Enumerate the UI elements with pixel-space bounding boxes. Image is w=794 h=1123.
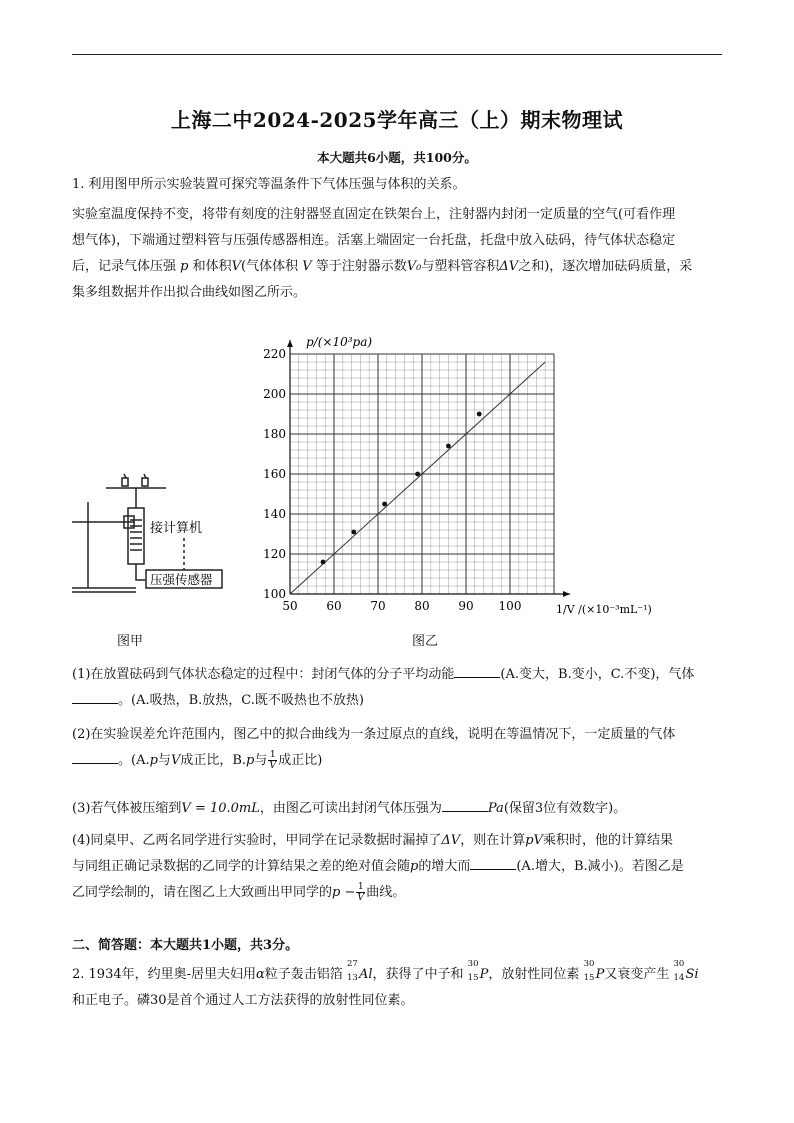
answer-blank-3[interactable] [72, 751, 118, 764]
x-tick-label: 50 [282, 599, 298, 613]
answer-blank-4[interactable] [442, 799, 488, 812]
pv-chart [250, 330, 670, 630]
y-tick-label: 120 [263, 547, 286, 561]
section2-heading: 二、简答题：本大题共1小题，共3分。 [72, 938, 299, 953]
chart-marks [290, 362, 545, 594]
data-point [321, 560, 326, 565]
y-tick-label: 200 [263, 387, 286, 401]
q1-description: 实验室温度保持不变，将带有刻度的注射器竖直固定在铁架台上，注射器内封闭一定质量的空气(可看作理 想气体)，下端通过塑料管与压强传感器相连。活塞上端固定一台托盘，托盘中放入砝码，待气体状态稳定 后，记录气体压强 p 和体积V(气体体积 V 等于注射器示数V₀与塑料管容积ΔV之和)，逐次增加砝码质量，采 集多组数据并作出拟合曲线如图乙所示。 [72, 207, 693, 300]
x-tick-label: 70 [370, 599, 386, 613]
y-tick-label: 220 [263, 347, 286, 361]
answer-blank-2[interactable] [72, 691, 118, 704]
q1-sub2: (2)在实验误差允许范围内，图乙中的拟合曲线为一条过原点的直线，说明在等温情况下，一定质量的气体 。(A.p与V成正比，B.p与 $\frac{1}{V}$ 成正比) [72, 727, 676, 771]
x-axis-arrow [563, 591, 570, 597]
figure-jia-caption: 图甲 [117, 634, 144, 649]
answer-blank-5[interactable] [470, 857, 516, 870]
y-axis-arrow [287, 340, 293, 347]
q1-sub4: (4)同桌甲、乙两名同学进行实验时，甲同学在记录数据时漏掉了ΔV，则在计算pV乘积时，他的计算结果 与同组正确记录数据的乙同学的计算结果之差的绝对值会随p的增大而 (A.增大，B.减小)。若图乙是 乙同学绘制的，请在图乙上大致画出甲同学的p − $\frac{1}{V}$ 曲线。 [72, 833, 684, 903]
q1-sub3: (3)若气体被压缩到V = 10.0mL，由图乙可读出封闭气体压强为 Pa(保留3位有效数字)。 [72, 801, 627, 816]
q1-sub1: (1)在放置砝码到气体状态稳定的过程中：封闭气体的分子平均动能 (A.变大，B.变小，C.不变)，气体 。(A.吸热，B.放热，C.既不吸热也不放热) [72, 667, 695, 708]
computer-label: 接计算机 [150, 521, 203, 536]
fraction-one-over-v-2: $\frac{1}{V}$ [357, 881, 365, 903]
y-tick-label: 140 [263, 507, 286, 521]
fraction-one-over-v: $\frac{1}{V}$ [269, 749, 277, 771]
y-tick-label: 180 [263, 427, 286, 441]
isotope-p: 30 15 P [467, 959, 489, 983]
isotope-p-2: 30 15 P [583, 959, 605, 983]
chart-y-axis-label: p/(×10³pa) [306, 335, 373, 349]
isotope-si: 30 14 Si [673, 959, 699, 983]
chart-x-axis-label: 1/V /(×10⁻³mL⁻¹) [556, 603, 652, 616]
y-tick-label: 100 [263, 587, 286, 601]
x-tick-label: 60 [326, 599, 342, 613]
y-tick-label: 160 [263, 467, 286, 481]
figure-yi-caption: 图乙 [412, 634, 439, 649]
apparatus-figure [64, 460, 234, 600]
q2-text: 2. 1934年，约里奥-居里夫妇用α粒子轰击铝箔 27 13 Al，获得了中子和 30 15 P，放射性同位素 30 15 P又衰变产生 30 14 Si 和正电子。磷30是首个通过人工方法获得的放射性同位素。 [72, 959, 699, 1008]
sensor-label: 压强传感器 [150, 572, 213, 587]
isotope-al: 27 13 Al [346, 959, 373, 983]
q1-intro: 1. 利用图甲所示实验装置可探究等温条件下气体压强与体积的关系。 [72, 177, 466, 192]
data-point [351, 530, 356, 535]
data-point [477, 412, 482, 417]
fit-line [290, 362, 545, 594]
x-tick-label: 80 [414, 599, 430, 613]
answer-blank-1[interactable] [454, 665, 500, 678]
plastic-tube [136, 576, 146, 580]
data-point [415, 472, 420, 477]
page-title: 上海二中2024-2025学年高三（上）期末物理试 [170, 108, 624, 132]
data-point [382, 502, 387, 507]
weight-right [142, 478, 148, 486]
chart-ticks [263, 347, 521, 613]
x-tick-label: 100 [498, 599, 522, 613]
x-tick-label: 90 [458, 599, 474, 613]
weight-left [122, 478, 128, 486]
page-subtitle: 本大题共6小题，共100分。 [317, 150, 477, 165]
data-point [446, 444, 451, 449]
top-rule [72, 54, 722, 55]
